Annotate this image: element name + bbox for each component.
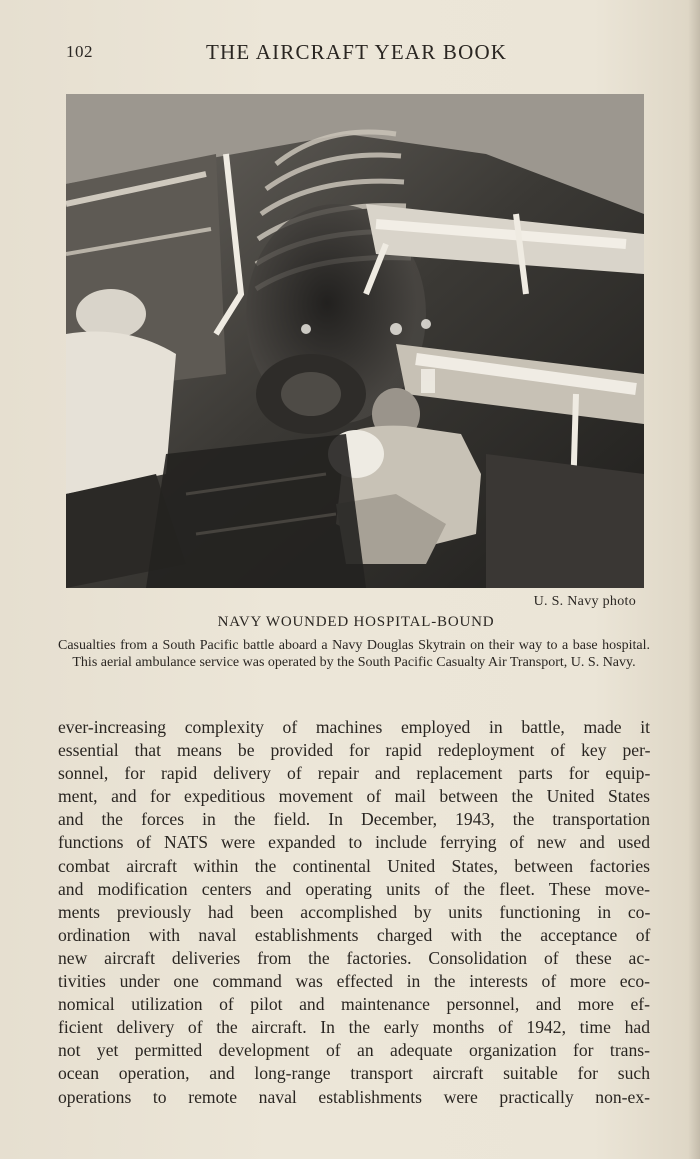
body-line: essential that means be provided for rapid redeployment of key per- [58, 740, 651, 761]
photo-credit: U. S. Navy photo [533, 594, 636, 609]
body-line: and modification centers and operating units of the fleet. These move- [58, 878, 650, 899]
body-line: sonnel, for rapid delivery of repair and replacement parts for equip- [58, 763, 651, 784]
caption-title: NAVY WOUNDED HOSPITAL-BOUND [217, 614, 495, 630]
body-line: ever-increasing complexity of machines employed in battle, made it [58, 717, 650, 737]
running-head: THE AIRCRAFT YEAR BOOK [206, 40, 508, 64]
body-line: combat aircraft within the continental United States, between factories [58, 855, 650, 876]
body-line: ments previously had been accomplished by units functioning in co- [58, 901, 651, 922]
body-line: tivities under one command was effected in the interests of more eco- [58, 971, 650, 992]
caption-text: Casualties from a South Pacific battle aboard a Navy Douglas Skytrain on their way to a base hospital. This aerial ambulance service was operated by the South Pacific Casualty Air Transport, U. S. Navy. [58, 638, 650, 670]
hospital-photo [66, 94, 644, 588]
body-line: not yet permitted development of an adequate organization for trans- [58, 1040, 650, 1061]
body-line: operations to remote naval establishments were practically non-ex- [58, 1086, 650, 1107]
body-line: functions of NATS were expanded to include ferrying of new and used [58, 832, 650, 853]
body-line: new aircraft deliveries from the factories. Consolidation of these ac- [58, 947, 650, 968]
body-line: ment, and for expeditious movement of mail between the United States [58, 786, 650, 807]
body-text [58, 716, 650, 1109]
photo-illustration [66, 94, 644, 588]
page-edge-shadow [688, 0, 700, 1159]
page-header [66, 40, 646, 66]
body-line: ficient delivery of the aircraft. In the early months of 1942, time had [58, 1017, 650, 1038]
page-number: 102 [66, 42, 93, 61]
body-line: ordination with naval establishments charged with the acceptance of [58, 924, 651, 945]
body-line: nomical utilization of pilot and maintenance personnel, and more ef- [58, 994, 650, 1015]
body-line: and the forces in the field. In December, 1943, the transportation [58, 809, 651, 830]
body-line: ocean operation, and long-range transport aircraft suitable for such [58, 1063, 650, 1084]
